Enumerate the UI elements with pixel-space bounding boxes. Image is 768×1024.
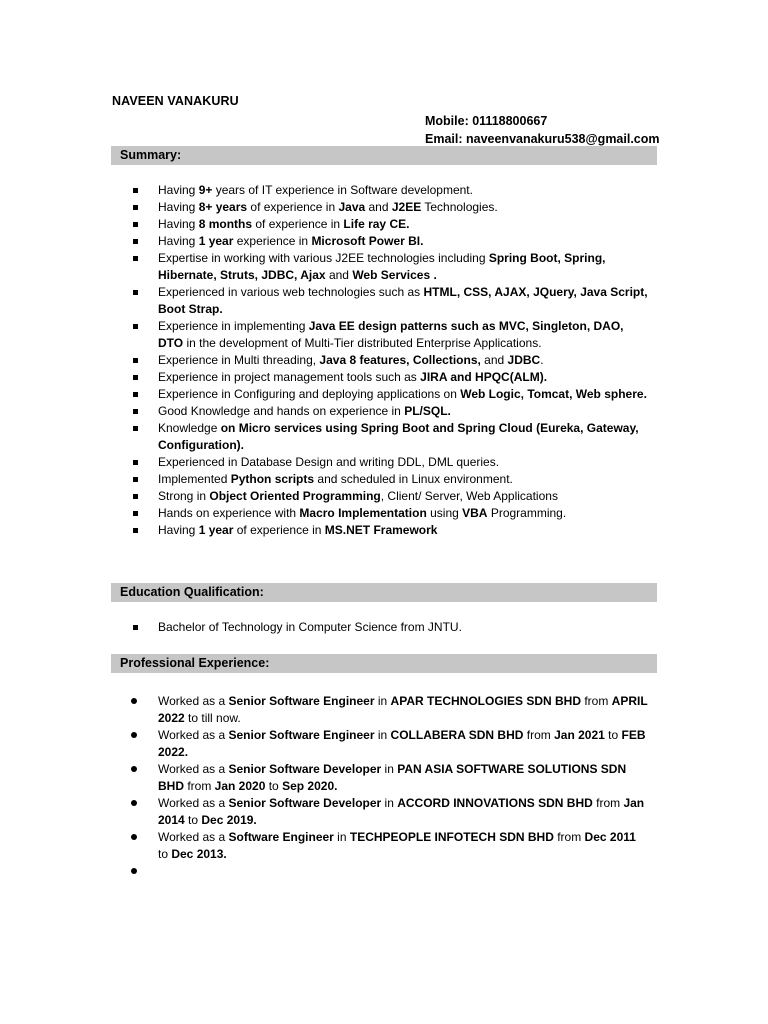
experience-item xyxy=(158,863,648,880)
education-list xyxy=(158,619,648,636)
experience-item: Worked as a Senior Software Developer in PAN ASIA SOFTWARE SOLUTIONS SDN BHD from Jan 2020 to Sep 2020. xyxy=(158,761,648,795)
summary-item: Having 8+ years of experience in Java and J2EE Technologies. xyxy=(158,199,648,216)
summary-item: Expertise in working with various J2EE technologies including Spring Boot, Spring, Hibernate, Struts, JDBC, Ajax and Web Services . xyxy=(158,250,648,284)
summary-item: Knowledge on Micro services using Spring Boot and Spring Cloud (Eureka, Gateway, Configuration). xyxy=(158,420,648,454)
candidate-name: NAVEEN VANAKURU xyxy=(112,94,239,108)
summary-item: Having 1 year of experience in MS.NET Framework xyxy=(158,522,648,539)
experience-list xyxy=(158,693,648,880)
summary-heading: Summary: xyxy=(111,146,657,165)
email-address: Email: naveenvanakuru538@gmail.com xyxy=(425,132,660,146)
education-item: Bachelor of Technology in Computer Science from JNTU. xyxy=(158,619,648,636)
summary-item: Having 8 months of experience in Life ray CE. xyxy=(158,216,648,233)
summary-item: Experienced in Database Design and writing DDL, DML queries. xyxy=(158,454,648,471)
summary-list xyxy=(158,182,648,539)
summary-item: Experience in implementing Java EE design patterns such as MVC, Singleton, DAO, DTO in the development of Multi-Tier distributed Enterprise Applications. xyxy=(158,318,648,352)
experience-item: Worked as a Senior Software Engineer in APAR TECHNOLOGIES SDN BHD from APRIL 2022 to till now. xyxy=(158,694,648,725)
contact-block xyxy=(425,112,660,148)
summary-item: Implemented Python scripts and scheduled in Linux environment. xyxy=(158,471,648,488)
summary-item: Strong in Object Oriented Programming, Client/ Server, Web Applications xyxy=(158,488,648,505)
mobile-number: Mobile: 01118800667 xyxy=(425,114,548,128)
experience-item: Worked as a Software Engineer in TECHPEOPLE INFOTECH SDN BHD from Dec 2011 to Dec 2013. xyxy=(158,829,648,863)
education-heading: Education Qualification: xyxy=(111,583,657,602)
summary-item: Experience in Configuring and deploying applications on Web Logic, Tomcat, Web sphere. xyxy=(158,387,647,401)
summary-item: Experienced in various web technologies such as HTML, CSS, AJAX, JQuery, Java Script, Boot Strap. xyxy=(158,285,648,316)
summary-item: Having 1 year experience in Microsoft Power BI. xyxy=(158,233,648,250)
experience-item: Worked as a Senior Software Developer in ACCORD INNOVATIONS SDN BHD from Jan 2014 to Dec 2019. xyxy=(158,795,648,829)
summary-item: Experience in project management tools such as JIRA and HPQC(ALM). xyxy=(158,369,648,386)
summary-item: Good Knowledge and hands on experience in PL/SQL. xyxy=(158,403,648,420)
summary-item: Hands on experience with Macro Implementation using VBA Programming. xyxy=(158,505,648,522)
summary-item: Having 9+ years of IT experience in Software development. xyxy=(158,182,648,199)
summary-item: Experience in Multi threading, Java 8 features, Collections, and JDBC. xyxy=(158,352,648,369)
experience-heading: Professional Experience: xyxy=(111,654,657,673)
experience-item: Worked as a Senior Software Engineer in COLLABERA SDN BHD from Jan 2021 to FEB 2022. xyxy=(158,727,648,761)
